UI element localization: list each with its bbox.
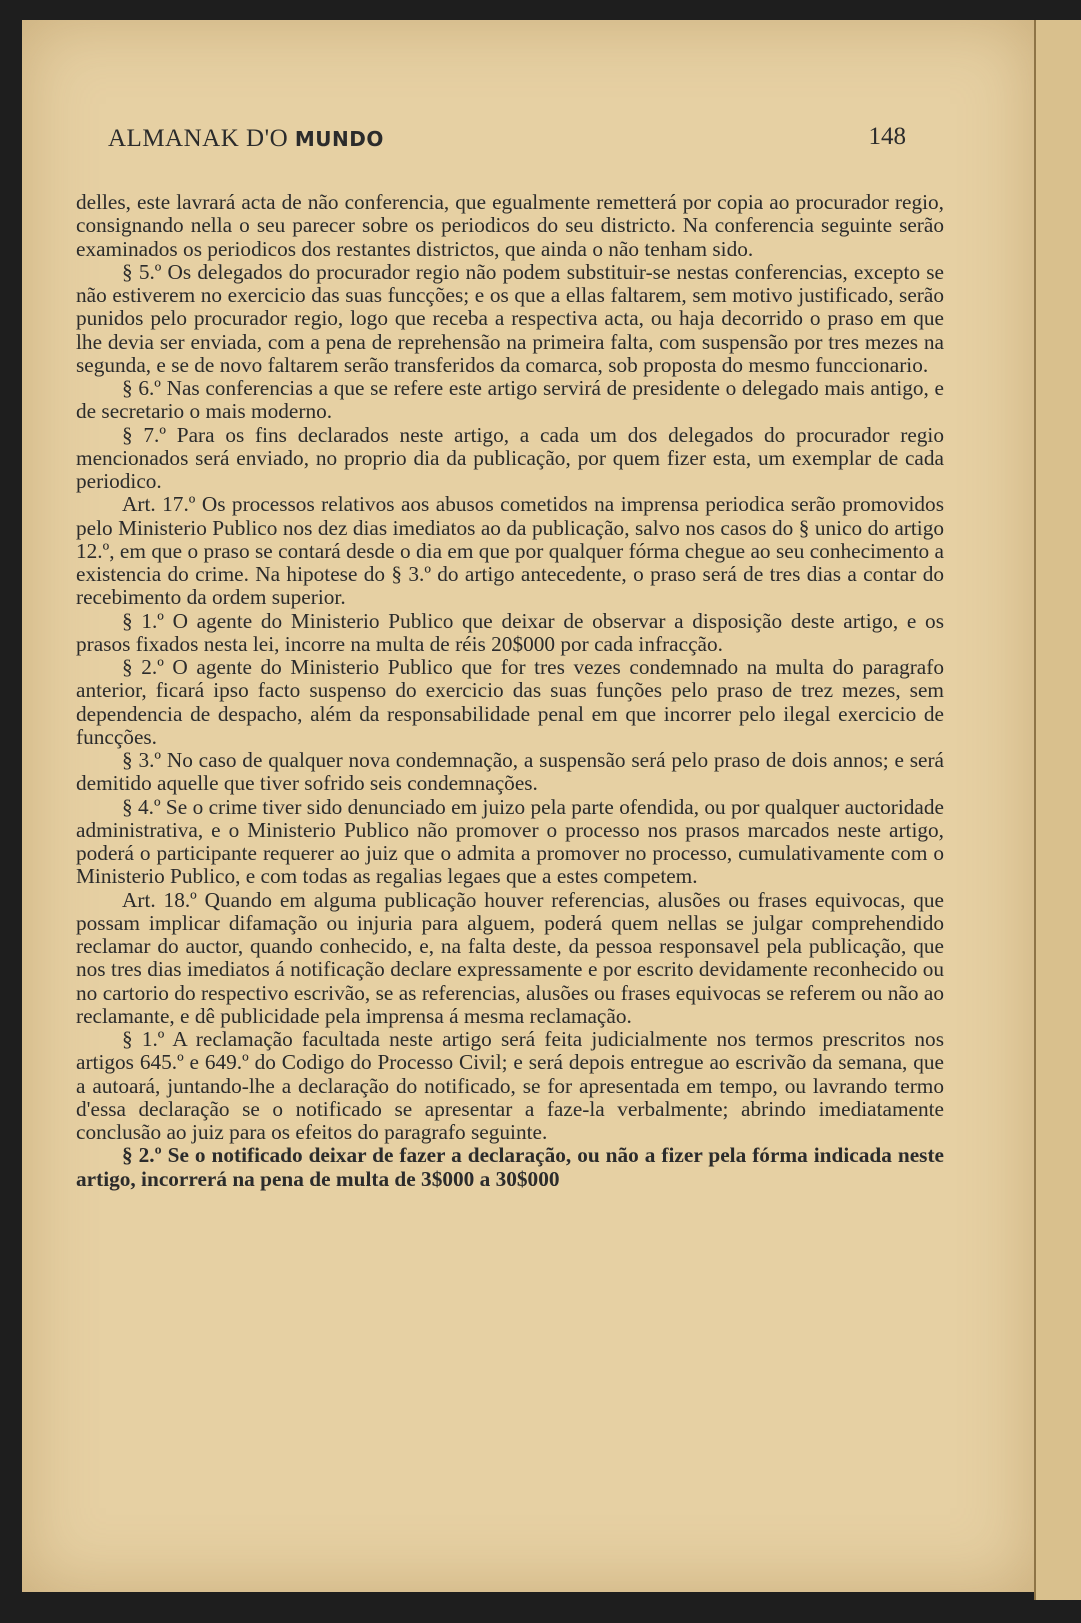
paragraph-art-17-sec-3: § 3.º No caso de qualquer nova condemnação, a suspensão será pelo praso de dois annos; e será demitido aquelle que tiver sofrido seis condemnações. bbox=[76, 748, 944, 796]
paragraph-art-17-sec-4: § 4.º Se o crime tiver sido denunciado em juizo pela parte ofendida, ou por qualquer auctoridade administrativa, e o Ministerio Publico não promover o processo nos prasos marcados neste artigo, poderá o participante requerer ao juiz que o admita a promover no processo, cumulativamente com o Ministerio Publico, e com todas as regalias legaes que a estes competem. bbox=[76, 794, 944, 889]
running-title-mark: MUNDO bbox=[294, 127, 384, 151]
paragraph-continuation: delles, este lavrará acta de não conferencia, que egualmente remetterá por copia ao procurador regio, consignando nella o seu parecer sobre os periodicos do seu districto. Na conferencia seguinte serão examinados os periodicos dos restantes districtos, que ainda o não tenham sido. bbox=[76, 190, 944, 261]
paragraph-art-17: Art. 17.º Os processos relativos aos abusos cometidos na imprensa periodica serão promovidos pelo Ministerio Publico nos dez dias imediatos ao da publicação, salvo nos casos do § unico do artigo 12.º, em que o praso se contará desde o dia em que por qualquer fórma chegue ao seu conhecimento a existencia do crime. Na hipotese do § 3.º do artigo antecedente, o praso será de tres dias a contar do recebimento da ordem superior. bbox=[76, 492, 944, 610]
page-header bbox=[86, 119, 906, 159]
paragraph-art-18: Art. 18.º Quando em alguma publicação houver referencias, alusões ou frases equivocas, que possam implicar difamação ou injuria para alguem, poderá quem nellas se julgar comprehendido reclamar do auctor, quando conhecido, e, na falta deste, da pessoa responsavel pela publicação, que nos tres dias imediatos á notificação declare expressamente e por escrito devidamente reconhecido ou no cartorio do respectivo escrivão, se as referencias, alusões ou frases equivocas se referem ou não ao reclamante, e dê publicidade pela imprensa á mesma reclamação. bbox=[76, 887, 944, 1028]
running-title bbox=[108, 125, 384, 153]
paragraph-art-17-sec-1: § 1.º O agente do Ministerio Publico que deixar de observar a disposição deste artigo, e os prasos fixados nesta lei, incorre na multa de réis 20$000 por cada infracção. bbox=[76, 608, 944, 656]
running-title-text: ALMANAK D'O bbox=[108, 125, 289, 152]
paragraph-sec-7: § 7.º Para os fins declarados neste artigo, a cada um dos delegados do procurador regio mencionados será enviado, no proprio dia da publicação, por quem fizer esta, um exemplar de cada periodico. bbox=[76, 422, 944, 493]
paragraph-art-18-sec-1: § 1.º A reclamação facultada neste artigo será feita judicialmente nos termos prescritos nos artigos 645.º e 649.º do Codigo do Processo Civil; e será depois entregue ao escrivão da semana, que a autoará, juntando-lhe a declaração do notificado, se for apresentada em tempo, ou lavrando termo d'essa declaração se o notificado se apresentar a faze-la verbalmente; abrindo imediatamente conclusão ao juiz para os efeitos do paragrafo seguinte. bbox=[76, 1027, 944, 1144]
paragraph-sec-5: § 5.º Os delegados do procurador regio não podem substituir-se nestas conferencias, excepto se não estiverem no exercicio das suas funcções; e os que a ellas faltarem, sem motivo justificado, serão punidos pelo procurador regio, logo que receba a respectiva acta, ou haja decorrido o praso em que lhe devia ser enviada, com a pena de reprehensão na primeira falta, com suspensão por tres mezes na segunda, e se de novo faltarem serão transferidos da comarca, sob proposta do mesmo funccionario. bbox=[76, 259, 944, 377]
body-text bbox=[76, 191, 944, 1191]
page-number: 148 bbox=[868, 123, 906, 150]
paragraph-sec-6: § 6.º Nas conferencias a que se refere este artigo servirá de presidente o delegado mais antigo, e de secretario o mais moderno. bbox=[76, 376, 944, 424]
paragraph-art-17-sec-2: § 2.º O agente do Ministerio Publico que for tres vezes condemnado na multa do paragrafo anterior, ficará ipso facto suspenso do exercicio das suas funções pelo praso de trez mezes, sem dependencia de despacho, além da responsabilidade penal em que incorrer pelo ilegal exercicio de funcções. bbox=[76, 655, 944, 749]
paragraph-art-18-sec-2: § 2.º Se o notificado deixar de fazer a declaração, ou não a fizer pela fórma indicada neste artigo, incorrerá na pena de multa de 3$000 a 30$000 bbox=[76, 1143, 944, 1191]
next-page-edge bbox=[1034, 20, 1081, 1600]
